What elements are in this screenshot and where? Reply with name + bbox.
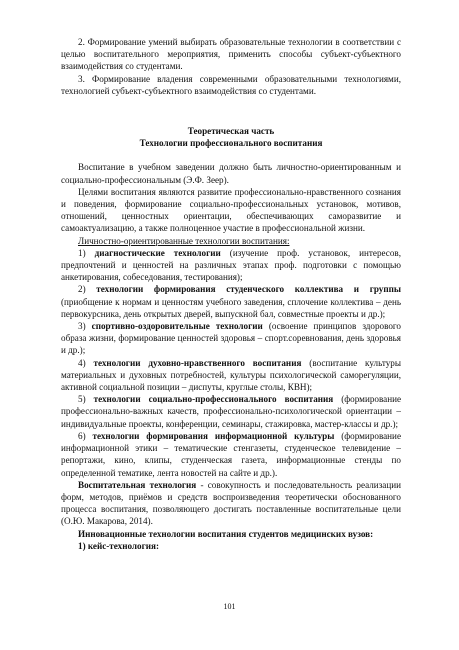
- case-technology-text: 1) кейс-технология:: [78, 540, 159, 551]
- tech-item-number: 5): [78, 394, 86, 405]
- tech-item-number: 2): [78, 284, 86, 295]
- tech-item-4: [61, 357, 401, 394]
- tech-item-name: диагностические технологии: [94, 247, 221, 258]
- goal-item-2: 2. Формирование умений выбирать образовательные технологии в соответствии с целью воспитательного мероприятия, применить способы субъект-субъектного взаимодействия со студентами.: [61, 37, 401, 72]
- tech-item-name: спортивно-оздоровительные технологии: [91, 321, 263, 332]
- definition-paragraph: [61, 479, 401, 528]
- tech-item-desc: (формирование профессионально-важных качеств, профессионально-психологической ориентации – индивидуальные проекты, конференции, семинары, стажировка, мастер-классы и др.);: [61, 394, 402, 429]
- tech-item-number: 4): [78, 357, 86, 368]
- section-part-heading: Теоретическая часть: [187, 126, 275, 137]
- page-content: [61, 36, 401, 552]
- tech-item-desc: (изучение проф. установок, интересов, предпочтений и ценностей на различных этапах проф. подготовки с помощью анкетирования, собеседования, тестирования);: [61, 247, 401, 283]
- tech-item-1: [61, 247, 401, 284]
- tech-item-desc: (приобщение к нормам и ценностям учебного заведения, сплочение коллектива – день первокурсника, день открытых дверей, выпускной бал, совместные проекты и др.);: [61, 296, 401, 319]
- tech-item-number: 3): [78, 321, 86, 332]
- tech-item-3: [61, 320, 401, 357]
- page-number: 101: [223, 602, 236, 611]
- definition-term: Воспитательная технология: [78, 479, 197, 490]
- tech-item-number: 6): [78, 430, 86, 441]
- tech-item-name: технологии социально-профессионального воспитания: [93, 394, 334, 405]
- definition-text: - совокупность и последовательность реализации форм, методов, приёмов и средств воспроизведения теоретически обоснованного процесса воспитания, позволяющего достигать поставленные воспитательные цели (О.Ю. Макарова, 2014).: [61, 479, 401, 527]
- goal-item-3: 3. Формирование владения современными образовательными технологиями, технологией субъект-субъектного взаимодействия со студентами.: [61, 73, 401, 96]
- tech-item-5: [61, 393, 401, 430]
- case-technology: [61, 540, 401, 552]
- paragraph-2: Целями воспитания являются развитие профессионально-нравственного сознания и поведения, формирование социально-профессиональных установок, мотивов, отношений, ценностных ориентации, обеспечивающих саморазвитие и самоактуализацию, а также полноценное участие в профессиональной жизни.: [61, 186, 401, 234]
- tech-item-desc: (формирование информационной этики – тематические стенгазеты, студенческое телевидение – репортажи, кино, клипы, студенческая газета, информационные стенды по определенной тематике, лента новостей на сайте и др.).: [61, 430, 401, 478]
- tech-item-2: [61, 283, 401, 320]
- tech-item-desc: (освоение принципов здорового образа жизни, формирование ценностей здоровья – спорт.соревнования, день здоровья и др.);: [61, 321, 401, 356]
- paragraph-1: Воспитание в учебном заведении должно быть личностно-ориентированным и социально-профессиональным (Э.Ф. Зеер).: [61, 162, 401, 185]
- tech-item-name: технологии духовно-нравственного воспитания: [93, 357, 302, 368]
- list-title: [61, 235, 401, 247]
- tech-item-number: 1): [78, 247, 86, 258]
- tech-item-desc: (воспитание культуры материальных и духовных потребностей, культуры психологической саморегуляции, активной социальной позиции – диспуты, круглые столы, КВН);: [61, 357, 402, 393]
- list-title-text: Личностно-ориентированные технологии воспитания:: [78, 235, 290, 246]
- section-title: Технологии профессионального воспитания: [139, 138, 323, 149]
- tech-item-name: технологии формирования студенческого коллектива и группы: [96, 284, 401, 295]
- innovative-heading: [61, 528, 401, 540]
- innovative-heading-text: Инновационные технологии воспитания студентов медицинских вузов:: [78, 528, 374, 539]
- tech-item-6: [61, 430, 401, 479]
- tech-item-name: технологии формирования информационной культуры: [92, 430, 335, 441]
